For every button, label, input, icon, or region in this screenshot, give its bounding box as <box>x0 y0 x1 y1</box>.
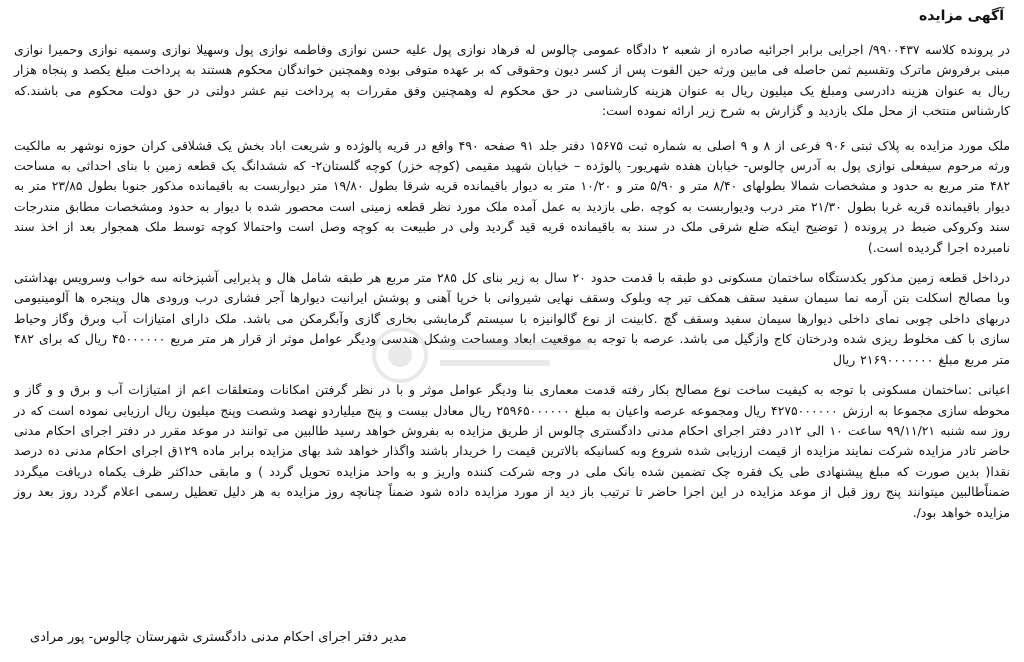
signature-text: مدیر دفتر اجرای احکام مدنی دادگستری شهرستان چالوس- پور مرادی <box>30 630 407 645</box>
signature-line <box>30 628 1010 648</box>
paragraph-case-intro: در پرونده کلاسه ۹۹۰۰۴۳۷/ اجرایی برابر اجرائیه صادره از شعبه ۲ دادگاه عمومی چالوس له فرهاد نوازی پول علیه حسن نوازی وفاطمه نوازی پول وسهیلا نوازی وسمیه نوازی وحمیرا نوازی مبنی برفروش ماترک وتقسیم ثمن حاصله فی مابین ورثه حین الفوت پس از کسر دیون وحقوقی که بر عهده متوفی بوده وهمچنین خواندگان محکوم هستند به پرداخت مبلغ یکصد و پنجاه هزار ریال به عنوان هزینه دادرسی ومبلغ یک میلیون ریال به عنوان هزینه کارشناسی در حق محکوم له وهمچنین وفق مقررات به پرداخت نیم عشر دولتی در حق دولت محکوم می باشند.که کارشناس منتخب از محل ملک بازدید و گزارش به شرح زیر ارائه نموده است: <box>14 42 1010 119</box>
notice-title: آگهی مزایده <box>918 8 1004 24</box>
paragraph-building-details: درداخل قطعه زمین مذکور یکدستگاه ساختمان مسکونی دو طبقه با قدمت حدود ۲۰ سال به زیر بنای کل ۲۸۵ متر مربع هر طبقه شامل هال و پذیرایی آشپزخانه سه خواب وسرویس بهداشتی وبا مصالح اسکلت بتن آرمه نما سیمان سفید سقف همکف تیر چه وبلوک وسقف نهایی شیروانی با خرپا آهنی و پوشش ایرانیت دیوارها آجر فشاری درب ورودی هال وپنجره ها آلومینیومی دربهای داخلی چوبی نمای داخلی دیوارها سیمان سفید وسقف گچ .کابینت از نوع گالوانیزه با سیستم گرمایشی بخاری گازی وآبگرمکن می باشد. ملک دارای امتیازات آب وبرق وگاز وحیاط سازی با کف مخلوط ریزی شده ودرختان کاج وازگیل می باشد. عرصه با توجه به موقعیت ابعاد ومساحت وشکل هندسی ودیگر عوامل موثر از قرار هر متر مربع ۴۵۰۰۰۰۰۰ ریال که برای ۴۸۲ متر مربع مبلغ ۲۱۶۹۰۰۰۰۰۰۰ ریال <box>14 270 1011 367</box>
paragraph-valuation-and-auction: اعیانی :ساختمان مسکونی با توجه به کیفیت ساخت نوع مصالح بکار رفته قدمت معماری بنا ودیگر عوامل موثر و با در نظر گرفتن امکانات ومتعلقات اعم از امتیازات آب و برق و و گاز و محوطه سازی مجموعا به ارزش ۴۲۷۵۰۰۰۰۰۰ ریال ومجموعه عرصه واعیان به مبلغ ۲۵۹۶۵۰۰۰۰۰۰ ریال معادل بیست و پنج میلیاردو نهصد وشصت وپنج میلیون ریال ارزیابی نموده است که در روز سه شنبه ۹۹/۱۱/۲۱ ساعت ۱۰ الی ۱۲در دفتر اجرای احکام مدنی دادگستری چالوس از طریق مزایده به بفروش خواهد رسید طالبین می توانند در موعد مقرر در دفتر اجرای احکام مدنی حاضر تادر مزایده شرکت نمایند مزایده از قیمت ارزیابی شده شروع وبه کسانیکه بالاترین قیمت را خریدار باشند واگذار خواهد شد بهای مزایده برابر ماده ۱۲۹ق اجرای احکام مدنی ده درصد نقدا( بدین صورت که مبلغ پیشنهادی طی یک فقره چک تضمین شده بانک ملی در وجه شرکت کننده واریز و به واحد مزایده تحویل گردد ) و مابقی حداکثر ظرف یکماه دریافت میگردد ضمناًطالبین میتوانند پنج روز قبل از موعد مزایده در این اجرا حاضر تا ترتیب باز دید از مورد مزایده داده شود ضمناً چنانچه روز مزایده به هر دلیل تعطیل رسمی اعلام گردد روز بعد روز مزایده خواهد بود/. <box>14 382 1010 520</box>
paragraph-property-description: ملک مورد مزایده به پلاک ثبتی ۹۰۶ فرعی از ۸ و ۹ اصلی به شماره ثبت ۱۵۶۷۵ دفتر جلد ۹۱ صفحه ۴۹۰ واقع در قریه پالوژده و شریعت اباد بخش یک قشلاقی کران حوزه نوشهر به مالکیت ورثه مرحوم سیفعلی نوازی پول به آدرس چالوس- خیابان هفده شهریور- پالوژده – خیابان شهید مقیمی (کوچه خزر) کوچه گلستان۲- که ششدانگ یک قطعه زمین با بنای احداثی به مساحت ۴۸۲ متر مربع به حدود و مشخصات شمالا بطولهای ۸/۴۰ متر و ۵/۹۰ متر و ۱۰/۲۰ متر به دیوار باقیمانده قریه شرقا بطول ۱۹/۸۰ متر دیواربست به باقیمانده مذکور جنوبا بطول ۲۳/۸۵ متر به دیوار باقیمانده قریه غربا بطول ۲۱/۳۰ متر درب ودیواربست به کوچه .طی بازدید به عمل آمده ملک مورد نظر قطعه زمینی است محصور شده با دیوار به حدود ومشخصات مطابق مندرجات سند وکروکی ضبط در پرونده ( توضیح اینکه ضلع شرقی ملک در سند به باقیمانده قریه قید گردید ولی در طبیعت به کوچه وصل است واحتمالا کوچه توسط ملک همجوار بعد از اخذ سند نامبرده اجرا گردیده است.) <box>14 137 1011 255</box>
